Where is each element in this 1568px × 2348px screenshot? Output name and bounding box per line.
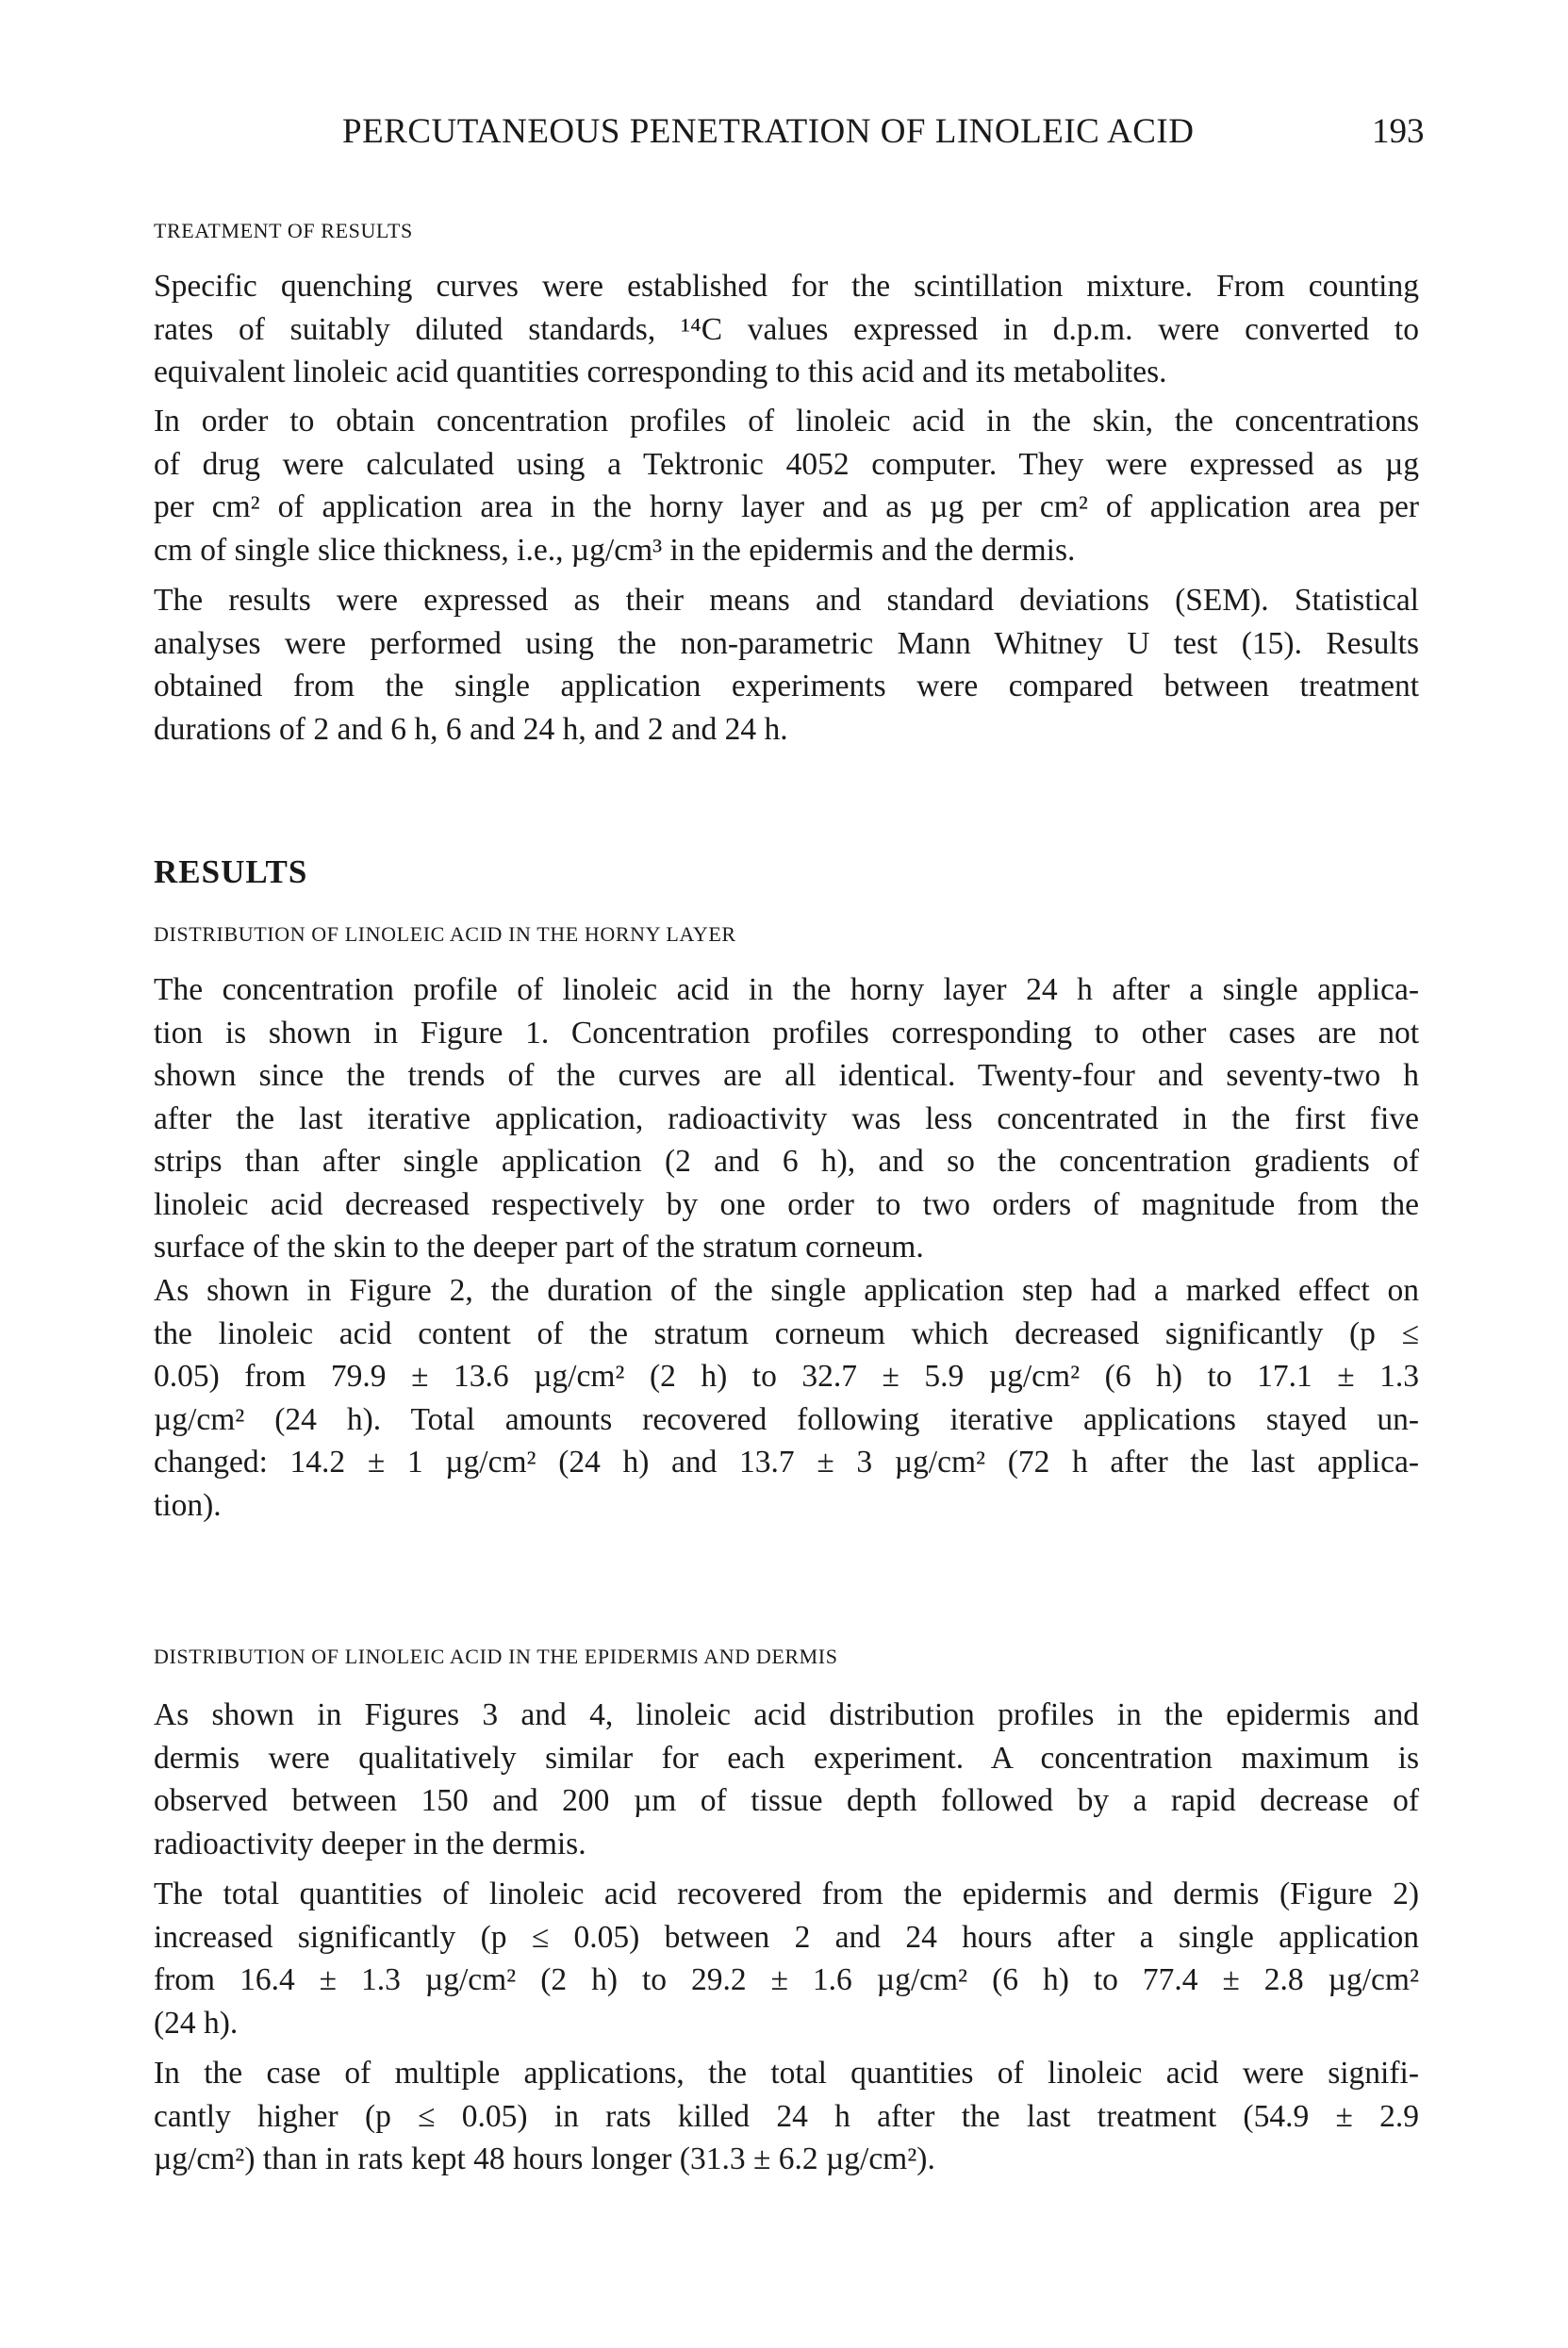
text-line: strips than after single application (2 and 6 h), and so the concentration gradients of bbox=[154, 1144, 1419, 1179]
treatment-paragraph-3 bbox=[154, 579, 1419, 751]
text-line: linoleic acid decreased respectively by one order to two orders of magnitude from the bbox=[154, 1186, 1419, 1222]
text-line: µg/cm² (24 h). Total amounts recovered following iterative applications stayed un- bbox=[154, 1401, 1419, 1437]
text-line: durations of 2 and 6 h, 6 and 24 h, and 2 and 24 h. bbox=[154, 711, 788, 747]
text-line: changed: 14.2 ± 1 µg/cm² (24 h) and 13.7 ± 3 µg/cm² (72 h after the last applica- bbox=[154, 1445, 1419, 1480]
epidermis-paragraph-1 bbox=[154, 1694, 1419, 1865]
horny-layer-heading: DISTRIBUTION OF LINOLEIC ACID IN THE HORNY LAYER bbox=[154, 922, 736, 946]
text-line: The results were expressed as their means and standard deviations (SEM). Statistical bbox=[154, 583, 1419, 618]
treatment-paragraph-1 bbox=[154, 265, 1419, 394]
text-line: rates of suitably diluted standards, ¹⁴C values expressed in d.p.m. were converted to bbox=[154, 311, 1419, 347]
text-line: (24 h). bbox=[154, 2005, 239, 2041]
page-number: 193 bbox=[1372, 112, 1425, 151]
epidermis-dermis-heading: DISTRIBUTION OF LINOLEIC ACID IN THE EPIDERMIS AND DERMIS bbox=[154, 1645, 838, 1668]
text-line: In the case of multiple applications, the total quantities of linoleic acid were signifi- bbox=[154, 2056, 1419, 2091]
text-line: dermis were qualitatively similar for each experiment. A concentration maximum is bbox=[154, 1740, 1419, 1776]
text-line: µg/cm²) than in rats kept 48 hours longer (31.3 ± 6.2 µg/cm²). bbox=[154, 2141, 935, 2176]
text-line: As shown in Figure 2, the duration of the single application step had a marked effect on bbox=[154, 1273, 1419, 1308]
treatment-heading: TREATMENT OF RESULTS bbox=[154, 219, 413, 242]
text-line: analyses were performed using the non-parametric Mann Whitney U test (15). Results bbox=[154, 625, 1419, 661]
text-line: The concentration profile of linoleic acid in the horny layer 24 h after a single applica- bbox=[154, 972, 1419, 1007]
text-line: radioactivity deeper in the dermis. bbox=[154, 1826, 586, 1861]
epidermis-paragraph-3 bbox=[154, 2052, 1419, 2181]
text-line: from 16.4 ± 1.3 µg/cm² (2 h) to 29.2 ± 1.6 µg/cm² (6 h) to 77.4 ± 2.8 µg/cm² bbox=[154, 1962, 1419, 1997]
text-line: 0.05) from 79.9 ± 13.6 µg/cm² (2 h) to 32.7 ± 5.9 µg/cm² (6 h) to 17.1 ± 1.3 bbox=[154, 1359, 1419, 1394]
text-line: The total quantities of linoleic acid recovered from the epidermis and dermis (Figure 2) bbox=[154, 1877, 1419, 1911]
text-line: after the last iterative application, radioactivity was less concentrated in the first five bbox=[154, 1100, 1419, 1136]
text-line: cm of single slice thickness, i.e., µg/cm³ in the epidermis and the dermis. bbox=[154, 532, 1076, 568]
text-line: of drug were calculated using a Tektronic 4052 computer. They were expressed as µg bbox=[154, 446, 1419, 482]
text-line: per cm² of application area in the horny layer and as µg per cm² of application area per bbox=[154, 489, 1419, 524]
horny-paragraph-1 bbox=[154, 968, 1419, 1269]
text-line: shown since the trends of the curves are all identical. Twenty-four and seventy-two h bbox=[154, 1058, 1419, 1093]
text-line: tion is shown in Figure 1. Concentration profiles corresponding to other cases are not bbox=[154, 1015, 1419, 1050]
results-title: RESULTS bbox=[154, 853, 308, 890]
text-line: Specific quenching curves were established for the scintillation mixture. From counting bbox=[154, 269, 1419, 304]
text-line: In order to obtain concentration profiles of linoleic acid in the skin, the concentrations bbox=[154, 404, 1419, 438]
epidermis-paragraph-2 bbox=[154, 1873, 1419, 2044]
text-line: tion). bbox=[154, 1487, 222, 1523]
text-line: surface of the skin to the deeper part of the stratum corneum. bbox=[154, 1230, 924, 1265]
text-line: obtained from the single application experiments were compared between treatment bbox=[154, 669, 1419, 703]
text-line: increased significantly (p ≤ 0.05) between 2 and 24 hours after a single application bbox=[154, 1919, 1419, 1955]
text-line: cantly higher (p ≤ 0.05) in rats killed 24 h after the last treatment (54.9 ± 2.9 bbox=[154, 2098, 1419, 2134]
text-line: equivalent linoleic acid quantities corresponding to this acid and its metabolites. bbox=[154, 355, 1167, 389]
horny-paragraph-2 bbox=[154, 1269, 1419, 1527]
text-line: the linoleic acid content of the stratum corneum which decreased significantly (p ≤ bbox=[154, 1315, 1419, 1351]
running-title: PERCUTANEOUS PENETRATION OF LINOLEIC ACID bbox=[342, 112, 1195, 151]
text-line: observed between 150 and 200 µm of tissue depth followed by a rapid decrease of bbox=[154, 1783, 1419, 1818]
text-line: As shown in Figures 3 and 4, linoleic acid distribution profiles in the epidermis and bbox=[154, 1697, 1419, 1732]
treatment-paragraph-2 bbox=[154, 400, 1419, 571]
